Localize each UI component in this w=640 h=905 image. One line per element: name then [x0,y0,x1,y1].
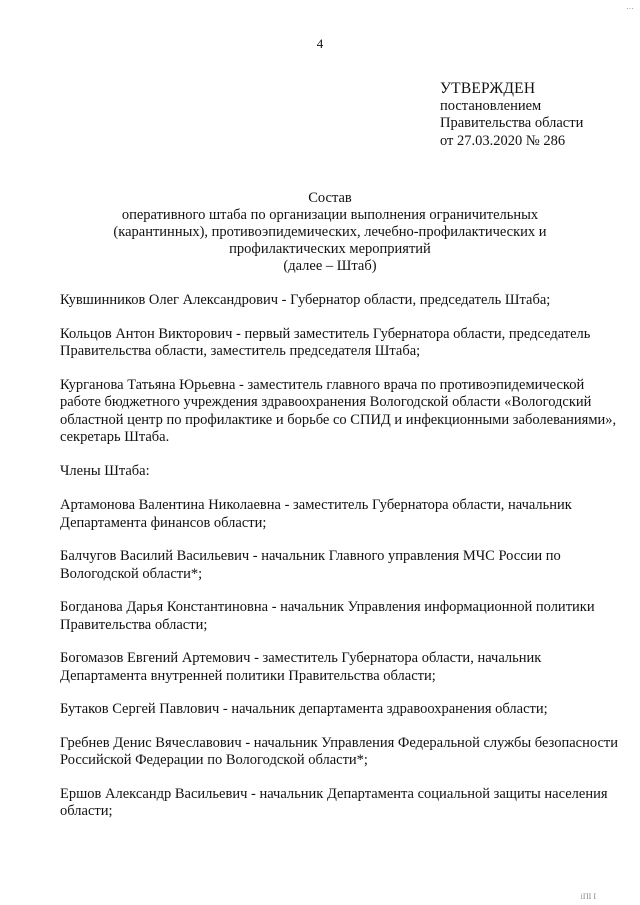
member-entry: Гребнев Денис Вячеславович - начальник Управления Федеральной службы безопасности Российской Федерации по Вологодской области*; [60,734,618,768]
member-entry: Ершов Александр Васильевич - начальник Департамента социальной защиты населения области; [60,785,608,819]
member-entry: Богомазов Евгений Артемович - заместитель Губернатора области, начальник Департамента внутренней политики Правительства области; [60,650,542,684]
scan-mark-bottom: іПІ І [580,892,596,901]
members-heading: Члены Штаба: [60,462,150,479]
member-entry: Богданова Дарья Константиновна - начальник Управления информационной политики Правительства области; [60,599,595,633]
member-entry: Бутаков Сергей Павлович - начальник департамента здравоохранения области; [60,701,548,717]
heading-line-2: оперативного штаба по организации выполнения ограничительных [121,207,539,223]
document-heading [90,190,570,275]
member-entry: Курганова Татьяна Юрьевна - заместитель главного врача по противоэпидемической работе бюджетного учреждения здравоохранения Вологодской области «Вологодский областной центр по профилактике и борьбе со СПИД и инфекционными заболеваниями», секретарь Штаба. [60,376,617,445]
member-entry: Кувшинников Олег Александрович - Губернатор области, председатель Штаба; [60,292,551,308]
approval-line-3: от 27.03.2020 № 286 [440,132,566,149]
heading-line-4: профилактических мероприятий [229,241,431,257]
staff-composition-list [60,292,620,837]
approval-title: УТВЕРЖДЕН [440,80,536,97]
approval-line-2: Правительства области [440,115,584,131]
page-number: 4 [316,36,324,51]
member-entry: Кольцов Антон Викторович - первый заместитель Губернатора области, председатель Правительства области, заместитель председателя Штаба; [60,325,591,359]
member-entry: Артамонова Валентина Николаевна - заместитель Губернатора области, начальник Департамента финансов области; [60,497,572,531]
member-entry: Балчугов Василий Васильевич - начальник Главного управления МЧС России по Вологодской области*; [60,548,561,582]
heading-line-3: (карантинных), противоэпидемических, лечебно-профилактических и [113,224,547,240]
heading-line-5: (далее – Штаб) [283,258,377,274]
approval-block [440,80,583,150]
approval-line-1: постановлением [440,97,542,114]
heading-title: Состав [308,190,352,206]
scan-mark-top: … [626,2,634,11]
